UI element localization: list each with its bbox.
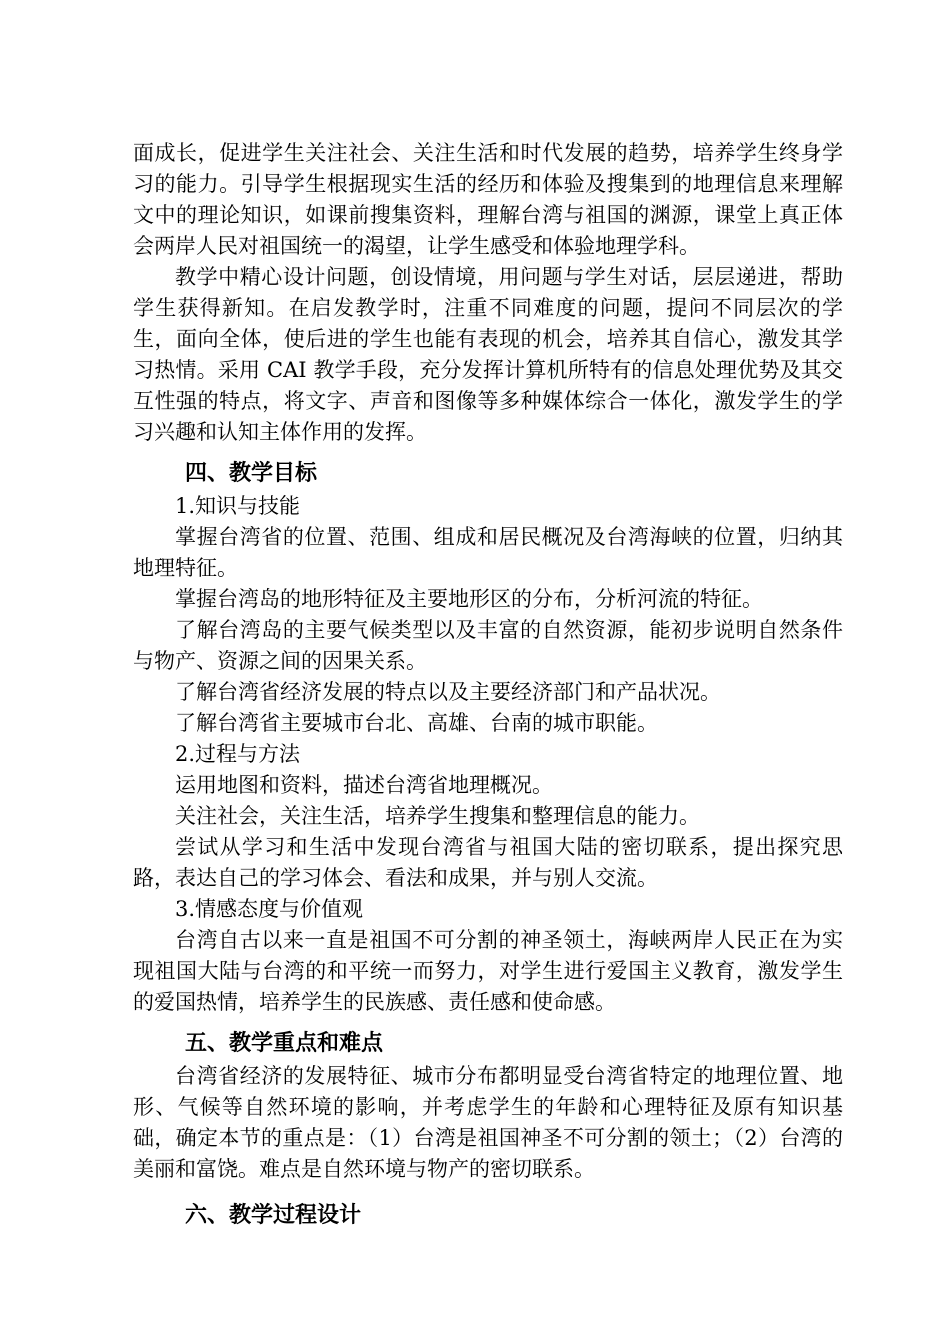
section-heading-teaching-goals: 四、教学目标 bbox=[185, 461, 318, 486]
intro-paragraph-2: 教学中精心设计问题，创设情境，用问题与学生对话，层层递进，帮助学生获得新知。在启发教学时，注重不同难度的问题，提问不同层次的学生，面向全体，使后进的学生也能有表现的机会，培养其自信心，激发其学习热情。采用 CAI 教学手段，充分发挥计算机所特有的信息处理优势及其交互性强的特点，将文字、声音和图像等多种媒体综合一体化，激发学生的学习兴趣和认知主体作用的发挥。 bbox=[133, 265, 843, 444]
subheading-process-methods: 2.过程与方法 bbox=[175, 742, 301, 766]
subheading-attitudes-values: 3.情感态度与价值观 bbox=[175, 897, 364, 921]
goal-item: 关注社会，关注生活，培养学生搜集和整理信息的能力。 bbox=[175, 804, 700, 828]
subheading-knowledge-skills: 1.知识与技能 bbox=[175, 494, 301, 518]
goal-item: 掌握台湾省的位置、范围、组成和居民概况及台湾海峡的位置，归纳其地理特征。 bbox=[133, 525, 843, 580]
document-page bbox=[133, 138, 843, 1233]
goal-item: 台湾自古以来一直是祖国不可分割的神圣领土，海峡两岸人民正在为实现祖国大陆与台湾的和平统一而努力，对学生进行爱国主义教育，激发学生的爱国热情，培养学生的民族感、责任感和使命感。 bbox=[133, 928, 843, 1014]
goal-item: 了解台湾省经济发展的特点以及主要经济部门和产品状况。 bbox=[175, 680, 721, 704]
goal-item: 运用地图和资料，描述台湾省地理概况。 bbox=[175, 773, 553, 797]
section-heading-process-design: 六、教学过程设计 bbox=[185, 1203, 362, 1228]
goal-item: 了解台湾省主要城市台北、高雄、台南的城市职能。 bbox=[175, 711, 658, 735]
goal-item: 了解台湾岛的主要气候类型以及丰富的自然资源，能初步说明自然条件与物产、资源之间的因果关系。 bbox=[133, 618, 843, 673]
section-heading-key-points: 五、教学重点和难点 bbox=[185, 1031, 384, 1056]
goal-item: 尝试从学习和生活中发现台湾省与祖国大陆的密切联系，提出探究思路，表达自己的学习体会、看法和成果，并与别人交流。 bbox=[133, 835, 843, 890]
goal-item: 掌握台湾岛的地形特征及主要地形区的分布，分析河流的特征。 bbox=[175, 587, 763, 611]
key-points-paragraph: 台湾省经济的发展特征、城市分布都明显受台湾省特定的地理位置、地形、气候等自然环境的影响，并考虑学生的年龄和心理特征及原有知识基础，确定本节的重点是：（1）台湾是祖国神圣不可分割的领土；（2）台湾的美丽和富饶。难点是自然环境与物产的密切联系。 bbox=[133, 1064, 843, 1181]
intro-paragraph-1: 面成长，促进学生关注社会、关注生活和时代发展的趋势，培养学生终身学习的能力。引导学生根据现实生活的经历和体验及搜集到的地理信息来理解文中的理论知识，如课前搜集资料，理解台湾与祖国的渊源，课堂上真正体会两岸人民对祖国统一的渴望，让学生感受和体验地理学科。 bbox=[133, 141, 843, 258]
